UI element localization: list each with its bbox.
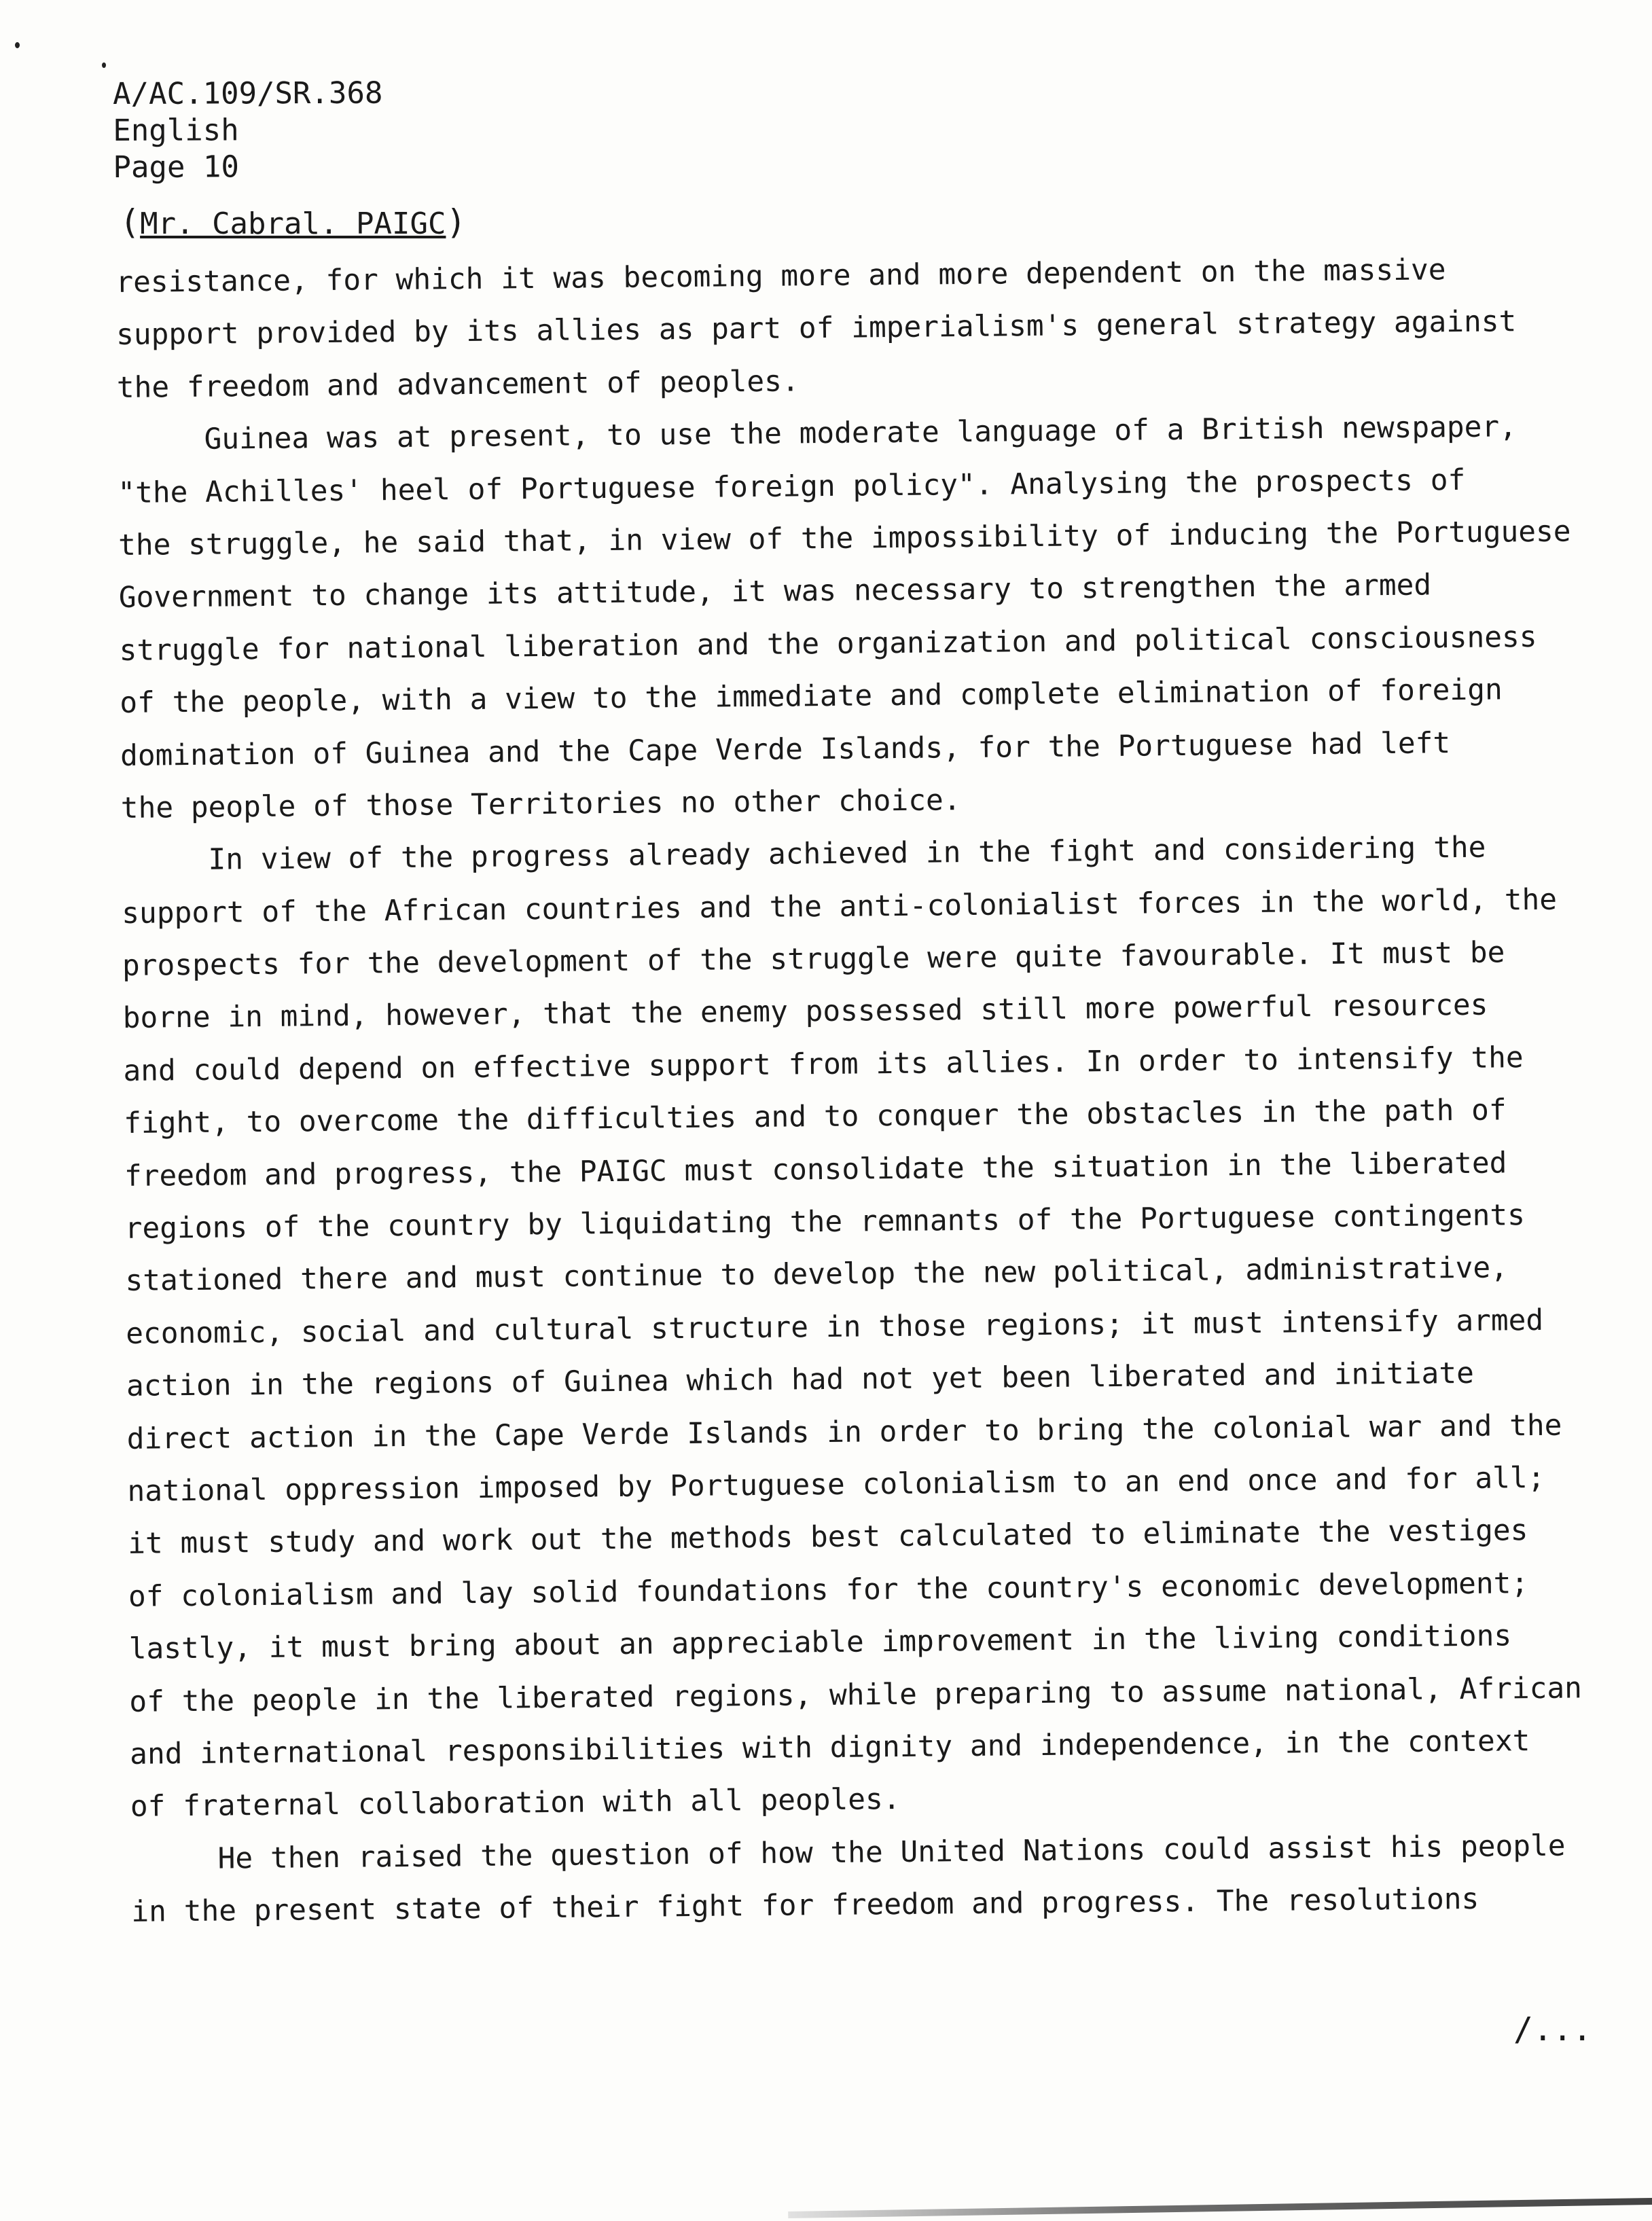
document-symbol: A/AC.109/SR.368 bbox=[113, 75, 383, 111]
body-line: lastly, it must bring about an appreciable improvement in the living conditions bbox=[128, 1619, 1512, 1667]
page-number: Page 10 bbox=[113, 149, 239, 185]
body-line: in the present state of their fight for freedom and progress. The resolutions bbox=[131, 1881, 1479, 1929]
continued-marker: /... bbox=[1513, 2010, 1592, 2048]
body-line: and could depend on effective support from its allies. In order to intensify the bbox=[123, 1041, 1524, 1088]
speaker-name: Mr. Cabral. PAIGC bbox=[140, 206, 446, 241]
body-line: and international responsibilities with dignity and independence, in the context bbox=[129, 1724, 1530, 1771]
body-line: "the Achilles' heel of Portuguese foreign policy". Analysing the prospects of bbox=[118, 463, 1466, 510]
speaker-label bbox=[120, 202, 467, 242]
body-line: borne in mind, however, that the enemy possessed still more powerful resources bbox=[122, 988, 1488, 1036]
body-line: economic, social and cultural structure in those regions; it must intensify armed bbox=[125, 1303, 1544, 1351]
body-line: action in the regions of Guinea which had not yet been liberated and initiate bbox=[126, 1356, 1475, 1404]
body-line: resistance, for which it was becoming more and more dependent on the massive bbox=[115, 253, 1446, 300]
body-line: He then raised the question of how the United Nations could assist his people bbox=[217, 1828, 1566, 1876]
body-line: of fraternal collaboration with all peoples. bbox=[130, 1782, 901, 1824]
body-text bbox=[115, 243, 1583, 1939]
document-header bbox=[113, 75, 383, 186]
body-line: Guinea was at present, to use the moderate language of a British newspaper, bbox=[204, 410, 1518, 456]
body-line: of the people, with a view to the immediate and complete elimination of foreign bbox=[120, 672, 1503, 721]
body-line: Government to change its attitude, it was necessary to strengthen the armed bbox=[118, 568, 1432, 615]
open-paren: ( bbox=[120, 202, 141, 242]
body-line: direct action in the Cape Verde Islands in order to bring the colonial war and the bbox=[126, 1408, 1562, 1456]
body-line: regions of the country by liquidating the remnants of the Portuguese contingents bbox=[124, 1198, 1526, 1246]
body-line: the struggle, he said that, in view of the impossibility of inducing the Portuguese bbox=[118, 514, 1571, 562]
body-line: domination of Guinea and the Cape Verde Islands, for the Portuguese had left bbox=[120, 725, 1451, 773]
body-line: it must study and work out the methods best calculated to eliminate the vestiges bbox=[127, 1513, 1528, 1561]
body-line: stationed there and must continue to develop the new political, administrative, bbox=[125, 1250, 1509, 1299]
close-paren: ) bbox=[446, 202, 467, 242]
body-line: struggle for national liberation and the organization and political consciousness bbox=[119, 619, 1537, 668]
body-line: freedom and progress, the PAIGC must consolidate the situation in the liberated bbox=[124, 1146, 1507, 1193]
body-line: national oppression imposed by Portuguese colonialism to an end once and for all; bbox=[127, 1460, 1545, 1509]
body-line: support of the African countries and the anti-colonialist forces in the world, the bbox=[122, 882, 1558, 931]
body-line: of colonialism and lay solid foundations for the country's economic development; bbox=[128, 1566, 1529, 1614]
scan-speck bbox=[102, 62, 106, 68]
body-line: the freedom and advancement of peoples. bbox=[116, 364, 800, 405]
body-line: In view of the progress already achieved in the fight and considering the bbox=[208, 830, 1486, 878]
body-line: fight, to overcome the difficulties and to conquer the obstacles in the path of bbox=[124, 1093, 1507, 1141]
scan-edge-bar bbox=[788, 2198, 1652, 2218]
scan-speck bbox=[15, 42, 20, 48]
body-line: prospects for the development of the struggle were quite favourable. It must be bbox=[122, 935, 1505, 983]
body-line: the people of those Territories no other choice. bbox=[120, 782, 961, 825]
body-line: of the people in the liberated regions, while preparing to assume national, African bbox=[129, 1670, 1583, 1719]
body-line: support provided by its allies as part of imperialism's general strategy against bbox=[115, 304, 1517, 353]
document-language: English bbox=[113, 113, 239, 148]
